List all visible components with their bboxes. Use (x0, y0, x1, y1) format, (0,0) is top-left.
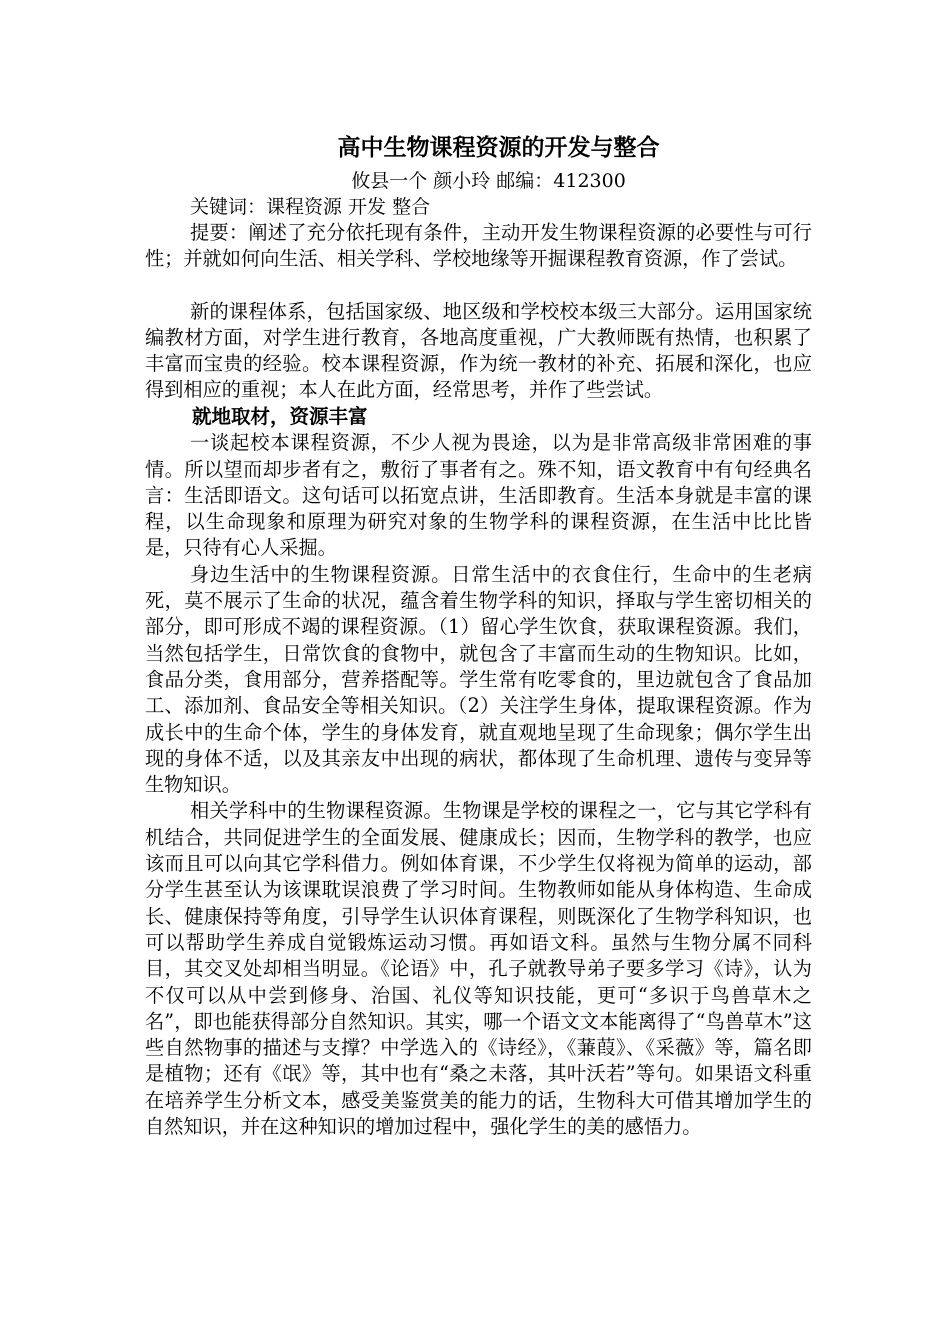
document-title: 高中生物课程资源的开发与整合 (337, 134, 660, 161)
body-paragraph-1: 一谈起校本课程资源，不少人视为畏途，以为是非常高级非常困难的事情。所以望而却步者有之，敷衍了事者有之。殊不知，语文教育中有句经典名言：生活即语文。这句话可以拓宽点讲，生活即教育。生活本身就是丰富的课程，以生命现象和原理为研究对象的生物学科的课程资源，在生活中比比皆是，只待有心人采掘。 (145, 431, 812, 560)
keywords-line: 关键词：课程资源 开发 整合 (190, 196, 431, 218)
document-page (145, 128, 812, 1140)
author-line: 攸县一个 颜小玲 邮编：412300 (351, 170, 626, 192)
abstract-paragraph: 提要：阐述了充分依托现有条件，主动开发生物课程资源的必要性与可行性；并就如何向生活、相关学科、学校地缘等开掘课程教育资源，作了尝试。 (145, 221, 812, 271)
intro-paragraph: 新的课程体系，包括国家级、地区级和学校校本级三大部分。运用国家统编教材方面，对学生进行教育，各地高度重视，广大教师既有热情，也积累了丰富而宝贵的经验。校本课程资源，作为统一教材的补充、拓展和深化，也应得到相应的重视；本人在此方面，经常思考，并作了些尝试。 (145, 299, 812, 402)
section-heading: 就地取材，资源丰富 (192, 404, 368, 428)
body-paragraph-2: 身边生活中的生物课程资源。日常生活中的衣食住行，生命中的生老病死，莫不展示了生命的状况，蕴含着生物学科的知识，择取与学生密切相关的部分，即可形成不竭的课程资源。（1）留心学生饮食，获取课程资源。我们，当然包括学生，日常饮食的食物中，就包含了丰富而生动的生物知识。比如，食品分类，食用部分，营养搭配等。学生常有吃零食的，里边就包含了食品加工、添加剂、食品安全等相关知识。（2）关注学生身体，提取课程资源。作为成长中的生命个体，学生的身体发育，就直观地呈现了生命现象；偶尔学生出现的身体不适，以及其亲友中出现的病状，都体现了生命机理、遗传与变异等生物知识。 (145, 562, 812, 797)
body-paragraph-3: 相关学科中的生物课程资源。生物课是学校的课程之一，它与其它学科有机结合，共同促进学生的全面发展、健康成长；因而，生物学科的教学，也应该而且可以向其它学科借力。例如体育课，不少学生仅将视为简单的运动，部分学生甚至认为该课耽误浪费了学习时间。生物教师如能从身体构造、生命成长、健康保持等角度，引导学生认识体育课程，则既深化了生物学科知识，也可以帮助学生养成自觉锻炼运动习惯。再如语文科。虽然与生物分属不同科目，其交叉处却相当明显。《论语》中，孔子就教导弟子要多学习《诗》，认为不仅可以从中尝到修身、治国、礼仪等知识技能，更可“多识于鸟兽草木之名”，即也能获得部分自然知识。其实，哪一个语文文本能离得了“鸟兽草木”这些自然物事的描述与支撑？中学选入的《诗经》，《蒹葭》、《采薇》等，篇名即是植物；还有《氓》等，其中也有“桑之未落，其叶沃若”等句。如果语文科重在培养学生分析文本，感受美鉴赏美的能力的话，生物科大可借其增加学生的自然知识，并在这种知识的增加过程中，强化学生的美的感悟力。 (145, 799, 812, 1138)
